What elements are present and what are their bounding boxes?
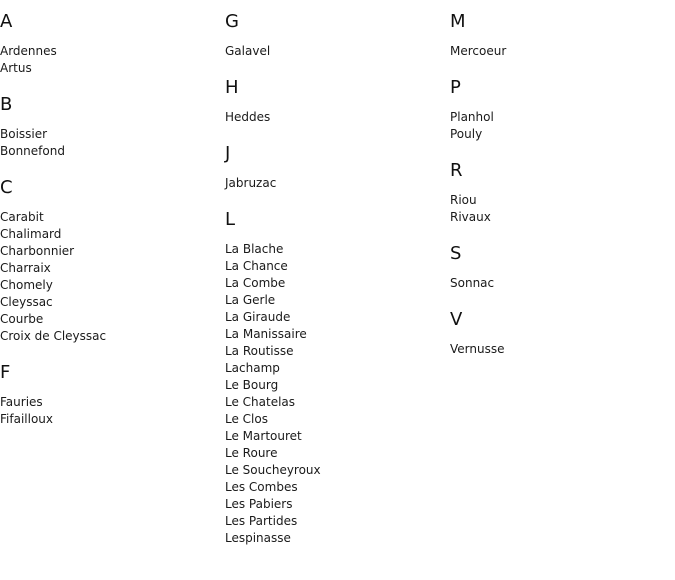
letter-group-h	[225, 77, 445, 126]
index-column-2	[225, 11, 445, 564]
place-link-planhol[interactable]: Planhol	[450, 110, 494, 124]
letter-heading: G	[225, 11, 239, 32]
place-link-le-martouret[interactable]: Le Martouret	[225, 429, 302, 443]
place-link-ardennes[interactable]: Ardennes	[0, 44, 57, 58]
place-link-chomely[interactable]: Chomely	[0, 278, 53, 292]
place-link-carabit[interactable]: Carabit	[0, 210, 44, 224]
letter-group-m	[450, 11, 670, 60]
place-link-les-pabiers[interactable]: Les Pabiers	[225, 497, 293, 511]
letter-heading: B	[0, 94, 13, 115]
place-link-croix-de-cleyssac[interactable]: Croix de Cleyssac	[0, 329, 107, 343]
place-link-charbonnier[interactable]: Charbonnier	[0, 244, 75, 258]
place-link-charraix[interactable]: Charraix	[0, 261, 51, 275]
letter-group-f	[0, 362, 220, 428]
place-link-les-combes[interactable]: Les Combes	[225, 480, 298, 494]
index-column-3	[450, 11, 670, 375]
place-link-pouly[interactable]: Pouly	[450, 127, 483, 141]
index-column-1	[0, 11, 220, 445]
place-link-artus[interactable]: Artus	[0, 61, 32, 75]
letter-group-j	[225, 143, 445, 192]
place-link-le-soucheyroux[interactable]: Le Soucheyroux	[225, 463, 321, 477]
place-link-mercoeur[interactable]: Mercoeur	[450, 44, 507, 58]
letter-heading: F	[0, 362, 11, 383]
letter-group-l	[225, 209, 445, 547]
place-link-la-combe[interactable]: La Combe	[225, 276, 286, 290]
place-link-boissier[interactable]: Boissier	[0, 127, 48, 141]
place-link-le-roure[interactable]: Le Roure	[225, 446, 278, 460]
place-link-le-clos[interactable]: Le Clos	[225, 412, 268, 426]
place-link-rivaux[interactable]: Rivaux	[450, 210, 491, 224]
letter-heading: J	[225, 143, 231, 164]
letter-heading: R	[450, 160, 463, 181]
place-link-le-chatelas[interactable]: Le Chatelas	[225, 395, 296, 409]
place-link-sonnac[interactable]: Sonnac	[450, 276, 495, 290]
place-link-jabruzac[interactable]: Jabruzac	[225, 176, 277, 190]
letter-group-s	[450, 243, 670, 292]
letter-heading: A	[0, 11, 13, 32]
place-link-la-routisse[interactable]: La Routisse	[225, 344, 294, 358]
place-link-la-gerle[interactable]: La Gerle	[225, 293, 276, 307]
letter-heading: P	[450, 77, 461, 98]
letter-group-c	[0, 177, 220, 345]
place-link-le-bourg[interactable]: Le Bourg	[225, 378, 279, 392]
letter-heading: V	[450, 309, 463, 330]
place-link-riou[interactable]: Riou	[450, 193, 477, 207]
place-link-les-partides[interactable]: Les Partides	[225, 514, 298, 528]
place-link-fauries[interactable]: Fauries	[0, 395, 43, 409]
letter-group-v	[450, 309, 670, 358]
letter-heading: H	[225, 77, 239, 98]
place-link-galavel[interactable]: Galavel	[225, 44, 271, 58]
letter-group-b	[0, 94, 220, 160]
place-link-lachamp[interactable]: Lachamp	[225, 361, 280, 375]
place-link-fifailloux[interactable]: Fifailloux	[0, 412, 53, 426]
letter-heading: L	[225, 209, 236, 230]
place-link-la-chance[interactable]: La Chance	[225, 259, 288, 273]
place-link-heddes[interactable]: Heddes	[225, 110, 271, 124]
place-link-bonnefond[interactable]: Bonnefond	[0, 144, 65, 158]
place-link-la-manissaire[interactable]: La Manissaire	[225, 327, 307, 341]
letter-heading: M	[450, 11, 466, 32]
place-link-courbe[interactable]: Courbe	[0, 312, 44, 326]
letter-group-p	[450, 77, 670, 143]
place-link-la-blache[interactable]: La Blache	[225, 242, 284, 256]
place-link-vernusse[interactable]: Vernusse	[450, 342, 505, 356]
place-link-la-giraude[interactable]: La Giraude	[225, 310, 291, 324]
place-link-lespinasse[interactable]: Lespinasse	[225, 531, 291, 545]
letter-group-a	[0, 11, 220, 77]
letter-heading: S	[450, 243, 462, 264]
letter-group-g	[225, 11, 445, 60]
place-link-chalimard[interactable]: Chalimard	[0, 227, 62, 241]
letter-group-r	[450, 160, 670, 226]
place-link-cleyssac[interactable]: Cleyssac	[0, 295, 53, 309]
letter-heading: C	[0, 177, 13, 198]
